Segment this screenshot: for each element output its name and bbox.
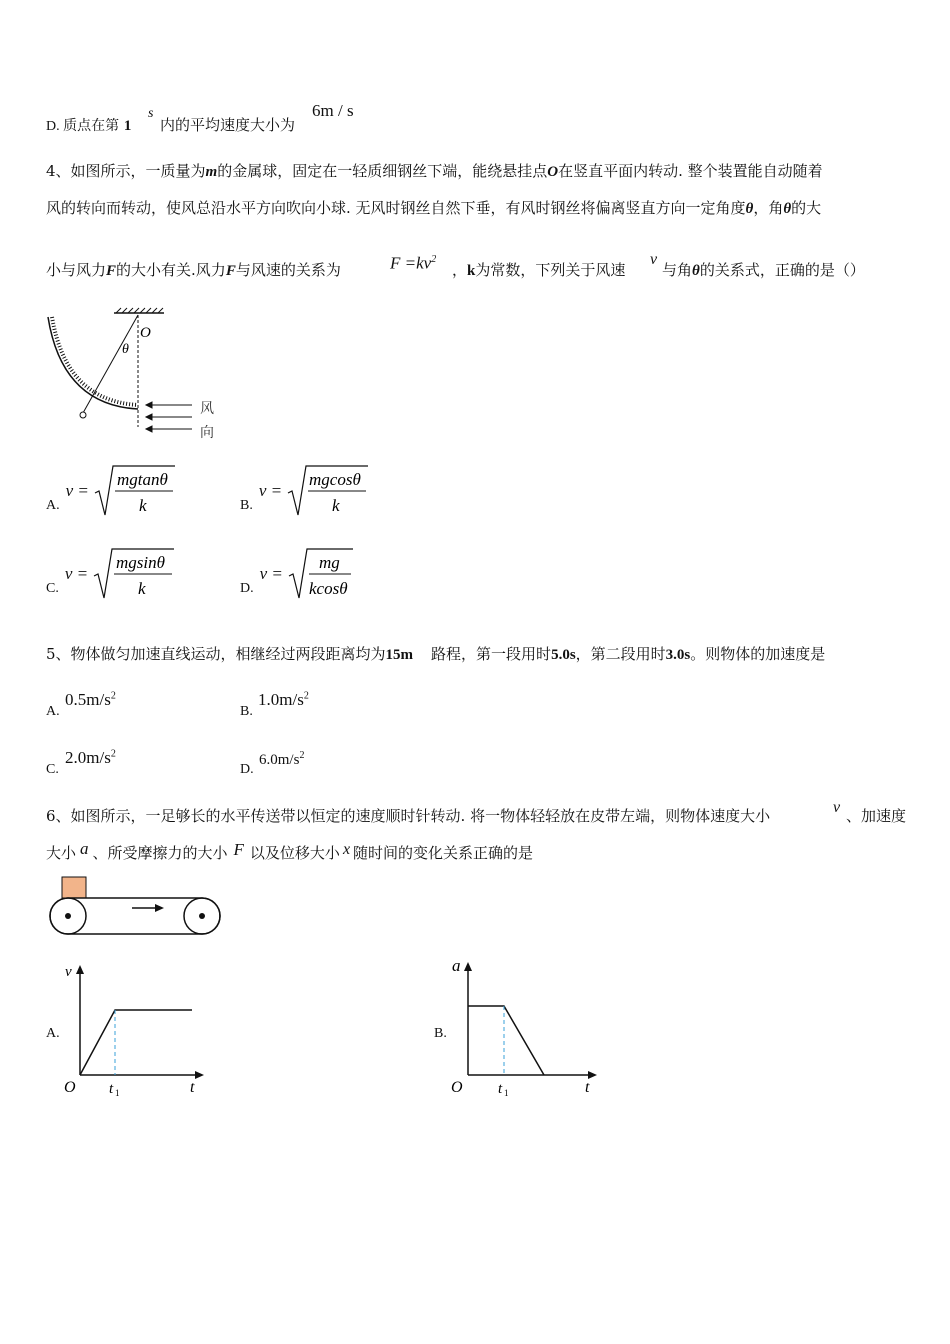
q6-option-a-label[interactable]: A. [46,1026,60,1041]
q6-option-b-label[interactable]: B. [434,1026,447,1041]
origin-label: O [64,1079,76,1096]
tick-label: t [498,1081,503,1097]
velocity-value: 6m / s [312,101,354,120]
svg-text:k: k [138,496,147,515]
svg-text:k: k [332,496,340,515]
svg-text:1: 1 [115,1088,120,1098]
velocity-time-graph [60,960,210,1100]
document-page: D. 质点在第 1 s 内的平均速度大小为 6m / s 4、如图所示，一质量为m的金属球，固定在一轻质细钢丝下端，能绕悬挂点O在竖直平面内转动. 整个装置能自动随着 风的转向而转动，使风总沿水平方向吹向小球. 无风时钢丝自然下垂，有风时钢丝将偏离竖直方向一定角度θ，角θ的大 小与风力F的大小有关.风力F与风速的关系为 $F =kv^2$ ，k为常数，下列关于风速 v 与角θ的关系式，正确的是（） O θ 风 向 A. v = mgtanθ k B. v = mgcosθ k C. v = mgsinθ k D. v = mg kcosθ 5、物体做匀加速直线运动，相继经过两段距离均为15m 路程，第一段用时5.0s，第二段用时3.0s。则物体的加速度是 A. $0.5m/s^2$ B. $1.0m/s^2$ C. $2.0m/s^2$ D. $6.0m/s^2$ 6、如图所示，一足够长的水平传送带以恒定的速度顺时针转动. 将一物体轻轻放在皮带左端，则物体速度大小 v 、加速度 大小 a 、所受摩擦力的大小 F 以及位移大小 x 随时间的变化关系正确的是 A. v t O t 1 B. a t O t 1 [0,0,950,1344]
acceleration-time-graph [448,954,603,1100]
acceleration-curve [468,1006,544,1075]
q4-line1: 4、如图所示，一质量为m的金属球，固定在一轻质细钢丝下端，能绕悬挂点O在竖直平面内转动. 整个装置能自动随着 [46,162,823,180]
svg-text:风: 风 [200,401,214,417]
svg-text:mg: mg [318,553,340,572]
q4-option-d[interactable]: D. v = mg kcosθ [240,546,357,602]
svg-text:kcosθ: kcosθ [308,579,348,598]
y-axis-label: v [65,964,72,980]
block-on-belt [62,877,86,898]
pendulum-wind-figure [40,305,230,445]
svg-text:k: k [138,579,146,598]
svg-text:mgtanθ: mgtanθ [116,470,168,489]
svg-text:向: 向 [200,425,214,441]
tick-label: t [109,1081,114,1097]
x-axis-label: t [190,1079,195,1096]
sqrt-fraction [93,463,177,519]
svg-text:mgcosθ: mgcosθ [309,470,361,489]
angle-label: θ [122,342,129,357]
svg-text:1: 1 [504,1088,509,1098]
sqrt-fraction [92,546,176,602]
q6-line1: 6、如图所示，一足够长的水平传送带以恒定的速度顺时针转动. 将一物体轻轻放在皮带左端，则物体速度大小 [46,807,771,825]
q3-option-d: D. 质点在第 1 [46,118,132,134]
origin-label: O [451,1079,463,1096]
q6-line2: 大小 a 、所受摩擦力的大小 F 以及位移大小 x 随时间的变化关系正确的是 [46,839,534,862]
wind-arrows [146,402,192,432]
conveyor-belt-figure [44,874,228,940]
q4-option-c[interactable]: C. v = mgsinθ k [46,546,176,602]
velocity-curve [80,1010,192,1075]
sqrt-fraction [287,546,357,602]
svg-text:mgsinθ: mgsinθ [116,553,166,572]
q5-text: 5、物体做匀加速直线运动，相继经过两段距离均为15m 路程，第一段用时5.0s，第二段用时3.0s。则物体的加速度是 [46,645,826,663]
unit-s: s [148,106,154,121]
q4-line3: 小与风力F的大小有关.风力F与风速的关系为 [46,261,341,279]
option-label: D. 质点在第 [46,119,120,134]
x-axis-label: t [585,1079,590,1096]
q4-option-a[interactable]: A. v = mgtanθ k [46,463,177,519]
q4-line2: 风的转向而转动，使风总沿水平方向吹向小球. 无风时钢丝自然下垂，有风时钢丝将偏离竖直方向一定角度θ，角θ的大 [46,199,822,217]
y-axis-label: a [452,956,461,975]
direction-arrow [155,904,164,912]
sqrt-fraction [286,463,370,519]
force-formula: $F =kv^2$ [390,253,437,273]
pivot-label: O [140,325,151,341]
q4-option-b[interactable]: B. v = mgcosθ k [240,463,370,519]
